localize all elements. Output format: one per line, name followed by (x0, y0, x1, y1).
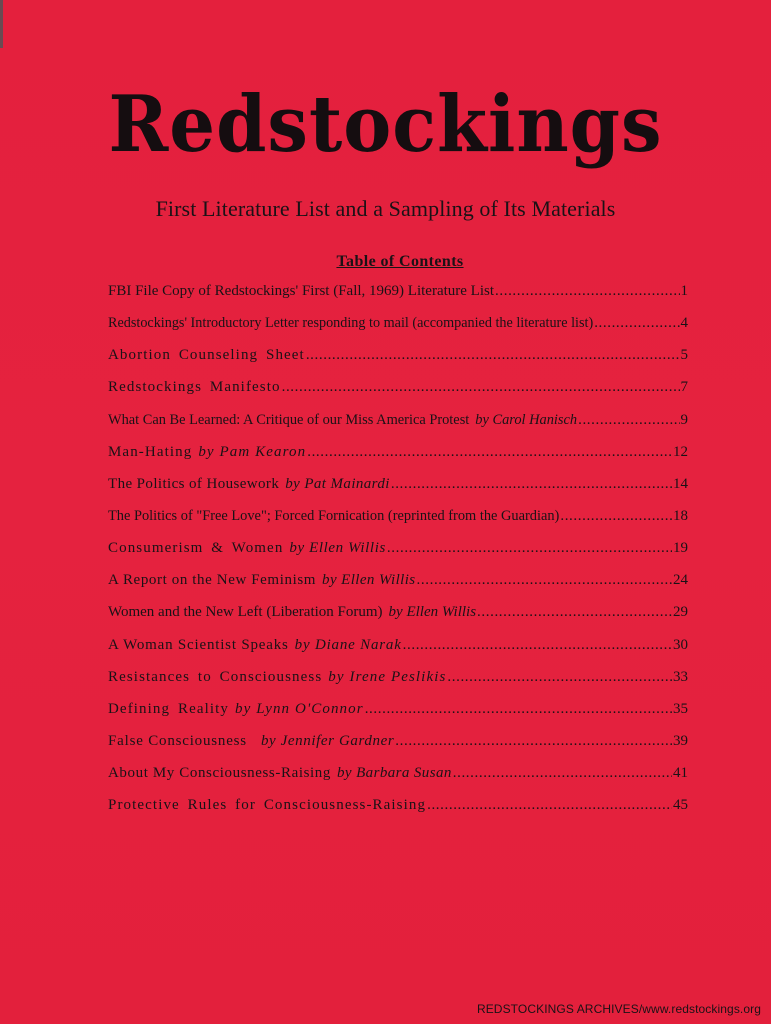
toc-entry-page: 7 (680, 379, 688, 396)
toc-entry-title: False Consciousness (108, 732, 247, 749)
toc-entry (108, 347, 688, 379)
toc-entry-title: Protective Rules for Consciousness-Raising (108, 797, 427, 814)
toc-entry (108, 733, 688, 765)
toc-entry-page: 14 (673, 475, 688, 492)
dot-leader (365, 701, 672, 718)
toc-entry-page: 30 (673, 636, 688, 653)
dot-leader (306, 347, 680, 364)
toc-entry-page: 41 (673, 765, 688, 782)
toc-entry-title: About My Consciousness-Raising (108, 765, 332, 782)
toc-entry (108, 604, 688, 636)
masthead-title: Redstockings (108, 77, 663, 170)
archive-credit: REDSTOCKINGS ARCHIVES/www.redstockings.org (476, 1002, 761, 1016)
toc-entry (108, 765, 688, 797)
toc-entry-title: Women and the New Left (Liberation Forum) (108, 604, 383, 621)
toc-entry-page: 5 (680, 347, 688, 364)
toc-entry-author: by Barbara Susan (337, 765, 452, 782)
toc-entry-title: Redstockings' Introductory Letter responding to mail (accompanied the literature list) (108, 315, 594, 332)
toc-entry-author: by Pat Mainardi (285, 475, 390, 492)
toc-entry-page: 33 (673, 668, 688, 685)
toc-entry-title: FBI File Copy of Redstockings' First (Fall, 1969) Literature List (108, 283, 495, 299)
dot-leader (495, 283, 679, 300)
dot-leader (477, 604, 672, 621)
toc-entry (108, 315, 688, 347)
toc-entry-title: Defining Reality (108, 700, 229, 717)
toc-entry-page: 18 (673, 507, 688, 524)
toc-entry (108, 669, 688, 701)
dot-leader (403, 637, 672, 654)
dot-leader (282, 379, 680, 396)
toc-entry-page: 19 (673, 540, 688, 557)
table-of-contents (108, 283, 688, 829)
toc-entry-title: A Report on the New Feminism (108, 572, 317, 589)
toc-entry-page: 29 (673, 604, 688, 621)
toc-entry (108, 476, 688, 508)
toc-entry (108, 701, 688, 733)
toc-entry-author: by Ellen Willis (388, 604, 477, 621)
toc-entry-author: by Ellen Willis (322, 572, 416, 589)
toc-entry-page: 12 (673, 443, 688, 460)
toc-entry-author: by Lynn O'Connor (235, 700, 364, 717)
dot-leader (578, 412, 679, 429)
toc-entry-page: 24 (673, 572, 688, 589)
dot-leader (387, 540, 672, 557)
toc-entry-author: by Diane Narak (294, 636, 402, 653)
toc-entry (108, 283, 688, 315)
toc-entry-title: The Politics of "Free Love"; Forced Fornication (reprinted from the Guardian) (108, 507, 560, 524)
toc-entry-page: 35 (673, 700, 688, 717)
toc-entry-title: What Can Be Learned: A Critique of our Miss America Protest (108, 411, 470, 428)
dot-leader (560, 508, 672, 525)
toc-entry (108, 508, 688, 540)
toc-entry-page: 1 (680, 283, 688, 299)
dot-leader (417, 572, 672, 589)
toc-entry (108, 379, 688, 411)
toc-entry-author: by Carol Hanisch (475, 411, 578, 428)
masthead-subtitle: First Literature List and a Sampling of Its Materials (155, 196, 616, 221)
toc-entry (108, 572, 688, 604)
scan-edge-mark (0, 0, 3, 48)
dot-leader (391, 476, 672, 493)
toc-entry (108, 637, 688, 669)
dot-leader (307, 444, 672, 461)
dot-leader (453, 765, 672, 782)
toc-entry-title: A Woman Scientist Speaks (108, 636, 289, 653)
toc-entry-title: The Politics of Housework (108, 475, 280, 492)
toc-entry-author: by Irene Peslikis (328, 668, 447, 685)
toc-entry-page: 39 (673, 732, 688, 749)
toc-entry (108, 797, 688, 829)
dot-leader (395, 733, 672, 750)
toc-entry-title: Resistances to Consciousness (108, 668, 323, 685)
toc-entry-title: Consumerism & Women (108, 540, 284, 557)
toc-entry-author: by Ellen Willis (289, 540, 386, 557)
dot-leader (594, 315, 679, 332)
toc-entry-page: 9 (680, 411, 688, 428)
toc-entry-title: Redstockings Manifesto (108, 379, 281, 396)
toc-entry-title: Abortion Counseling Sheet (108, 347, 305, 364)
toc-entry-author: by Jennifer Gardner (260, 732, 395, 749)
toc-entry-title: Man-Hating (108, 443, 193, 460)
toc-heading: Table of Contents (336, 253, 464, 270)
toc-entry-author: by Pam Kearon (198, 443, 307, 460)
toc-entry (108, 412, 688, 444)
dot-leader (427, 797, 672, 814)
toc-entry (108, 540, 688, 572)
toc-entry (108, 444, 688, 476)
toc-entry-page: 45 (673, 797, 688, 814)
toc-entry-page: 4 (680, 315, 688, 332)
dot-leader (447, 669, 672, 686)
